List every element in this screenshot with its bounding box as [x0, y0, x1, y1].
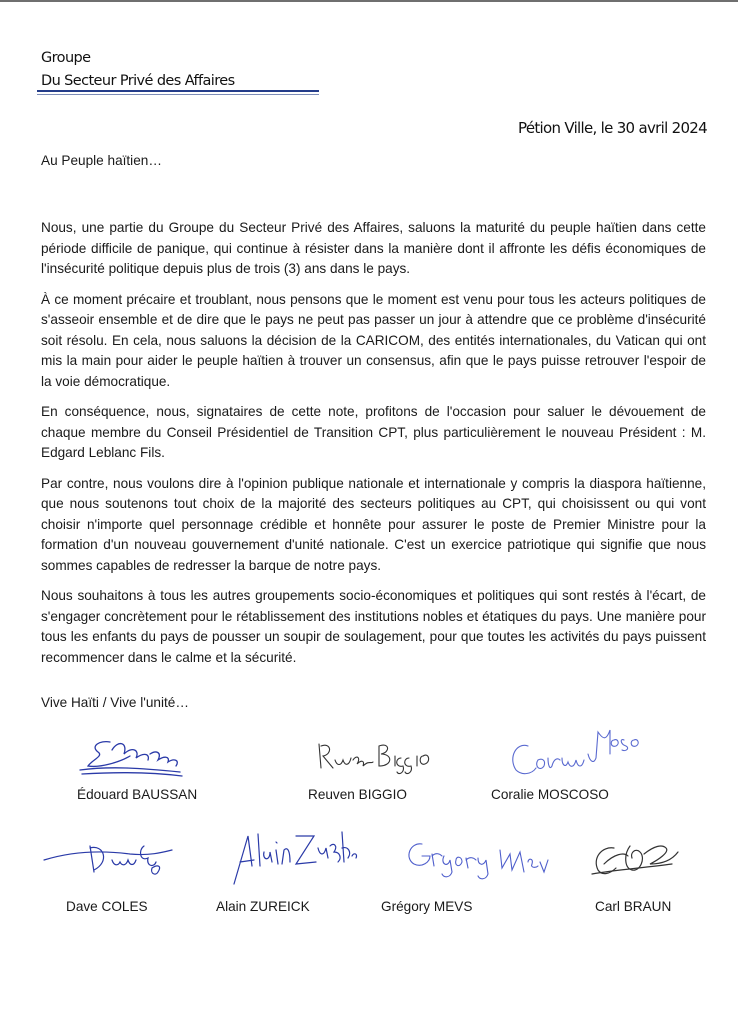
org-header	[41, 47, 235, 93]
signature-zureick	[230, 822, 365, 888]
paragraph-1: Nous, une partie du Groupe du Secteur Privé des Affaires, saluons la maturité du peuple haïtien dans cette période difficile de panique, qui continue à résister dans la manière dont il affronte les défis économiques de l'insécurité politique depuis plus de trois (3) ans dans le pays.	[41, 220, 706, 276]
salutation: Au Peuple haïtien…	[41, 153, 162, 168]
signatory-name-2: Reuven BIGGIO	[308, 787, 407, 802]
signatory-name-6: Grégory MEVS	[381, 899, 473, 914]
letter-date: Pétion Ville, le 30 avril 2024	[518, 119, 707, 137]
signatory-name-7: Carl BRAUN	[595, 899, 672, 914]
closing-line: Vive Haïti / Vive l'unité…	[41, 695, 189, 710]
signature-moscoso	[506, 718, 651, 782]
signature-mevs	[402, 832, 552, 892]
org-line-1: Groupe	[41, 50, 91, 66]
signature-biggio	[315, 738, 440, 778]
signature-coles	[40, 832, 175, 882]
paragraph-2: À ce moment précaire et troublant, nous pensons que le moment est venu pour tous les acteurs politiques de s'asseoir ensemble et de dire que le pays ne peut pas passer un jour à attendre que ce problème d'insécurité soit résolu. En cela, nous saluons la décision de la CARICOM, des entités internationales, du Vatican qui ont mis la main pour aider le peuple haïtien à trouver un consensus, afin que le pays puisse retrouver l'espoir de la voie démocratique.	[41, 291, 706, 389]
page-top-border	[0, 0, 738, 2]
paragraph-5: Nous souhaitons à tous les autres groupements socio-économiques et politiques qui sont restés à l'écart, de s'engager concrètement pour le rétablissement des institutions nobles et étatiques du pays. Une manière pour tous les enfants du pays de pousser un soupir de soulagement, pour que toutes les activités du pays puissent recommencer dans le calme et la sécurité.	[41, 588, 706, 665]
signatory-name-3: Coralie MOSCOSO	[491, 787, 609, 802]
signature-braun	[584, 834, 684, 886]
letter-body	[41, 218, 706, 678]
header-underline-thin	[37, 94, 319, 95]
signatory-name-1: Édouard BAUSSAN	[77, 787, 198, 802]
header-underline	[37, 90, 319, 92]
paragraph-3: En conséquence, nous, signataires de cette note, profitons de l'occasion pour saluer le dévouement de chaque membre du Conseil Présidentiel de Transition CPT, plus particulièrement le nouveau Président : M. Edgard Leblanc Fils.	[41, 404, 706, 460]
signatory-name-5: Alain ZUREICK	[216, 899, 310, 914]
signature-baussan	[70, 732, 195, 782]
org-line-2: Du Secteur Privé des Affaires	[41, 73, 235, 89]
paragraph-4: Par contre, nous voulons dire à l'opinion publique nationale et internationale y compris la diaspora haïtienne, que nous soutenons tout choix de la majorité des secteurs politiques au CPT, qui choisissent ou qui vont choisir n'importe quel personnage crédible et honnête pour assurer le poste de Premier Ministre pour la formation d'un nouveau gouvernement d'unité nationale. C'est un exercice patriotique qui signifie que nous sommes capables de redresser la barque de notre pays.	[41, 475, 706, 573]
signatory-name-4: Dave COLES	[66, 899, 148, 914]
